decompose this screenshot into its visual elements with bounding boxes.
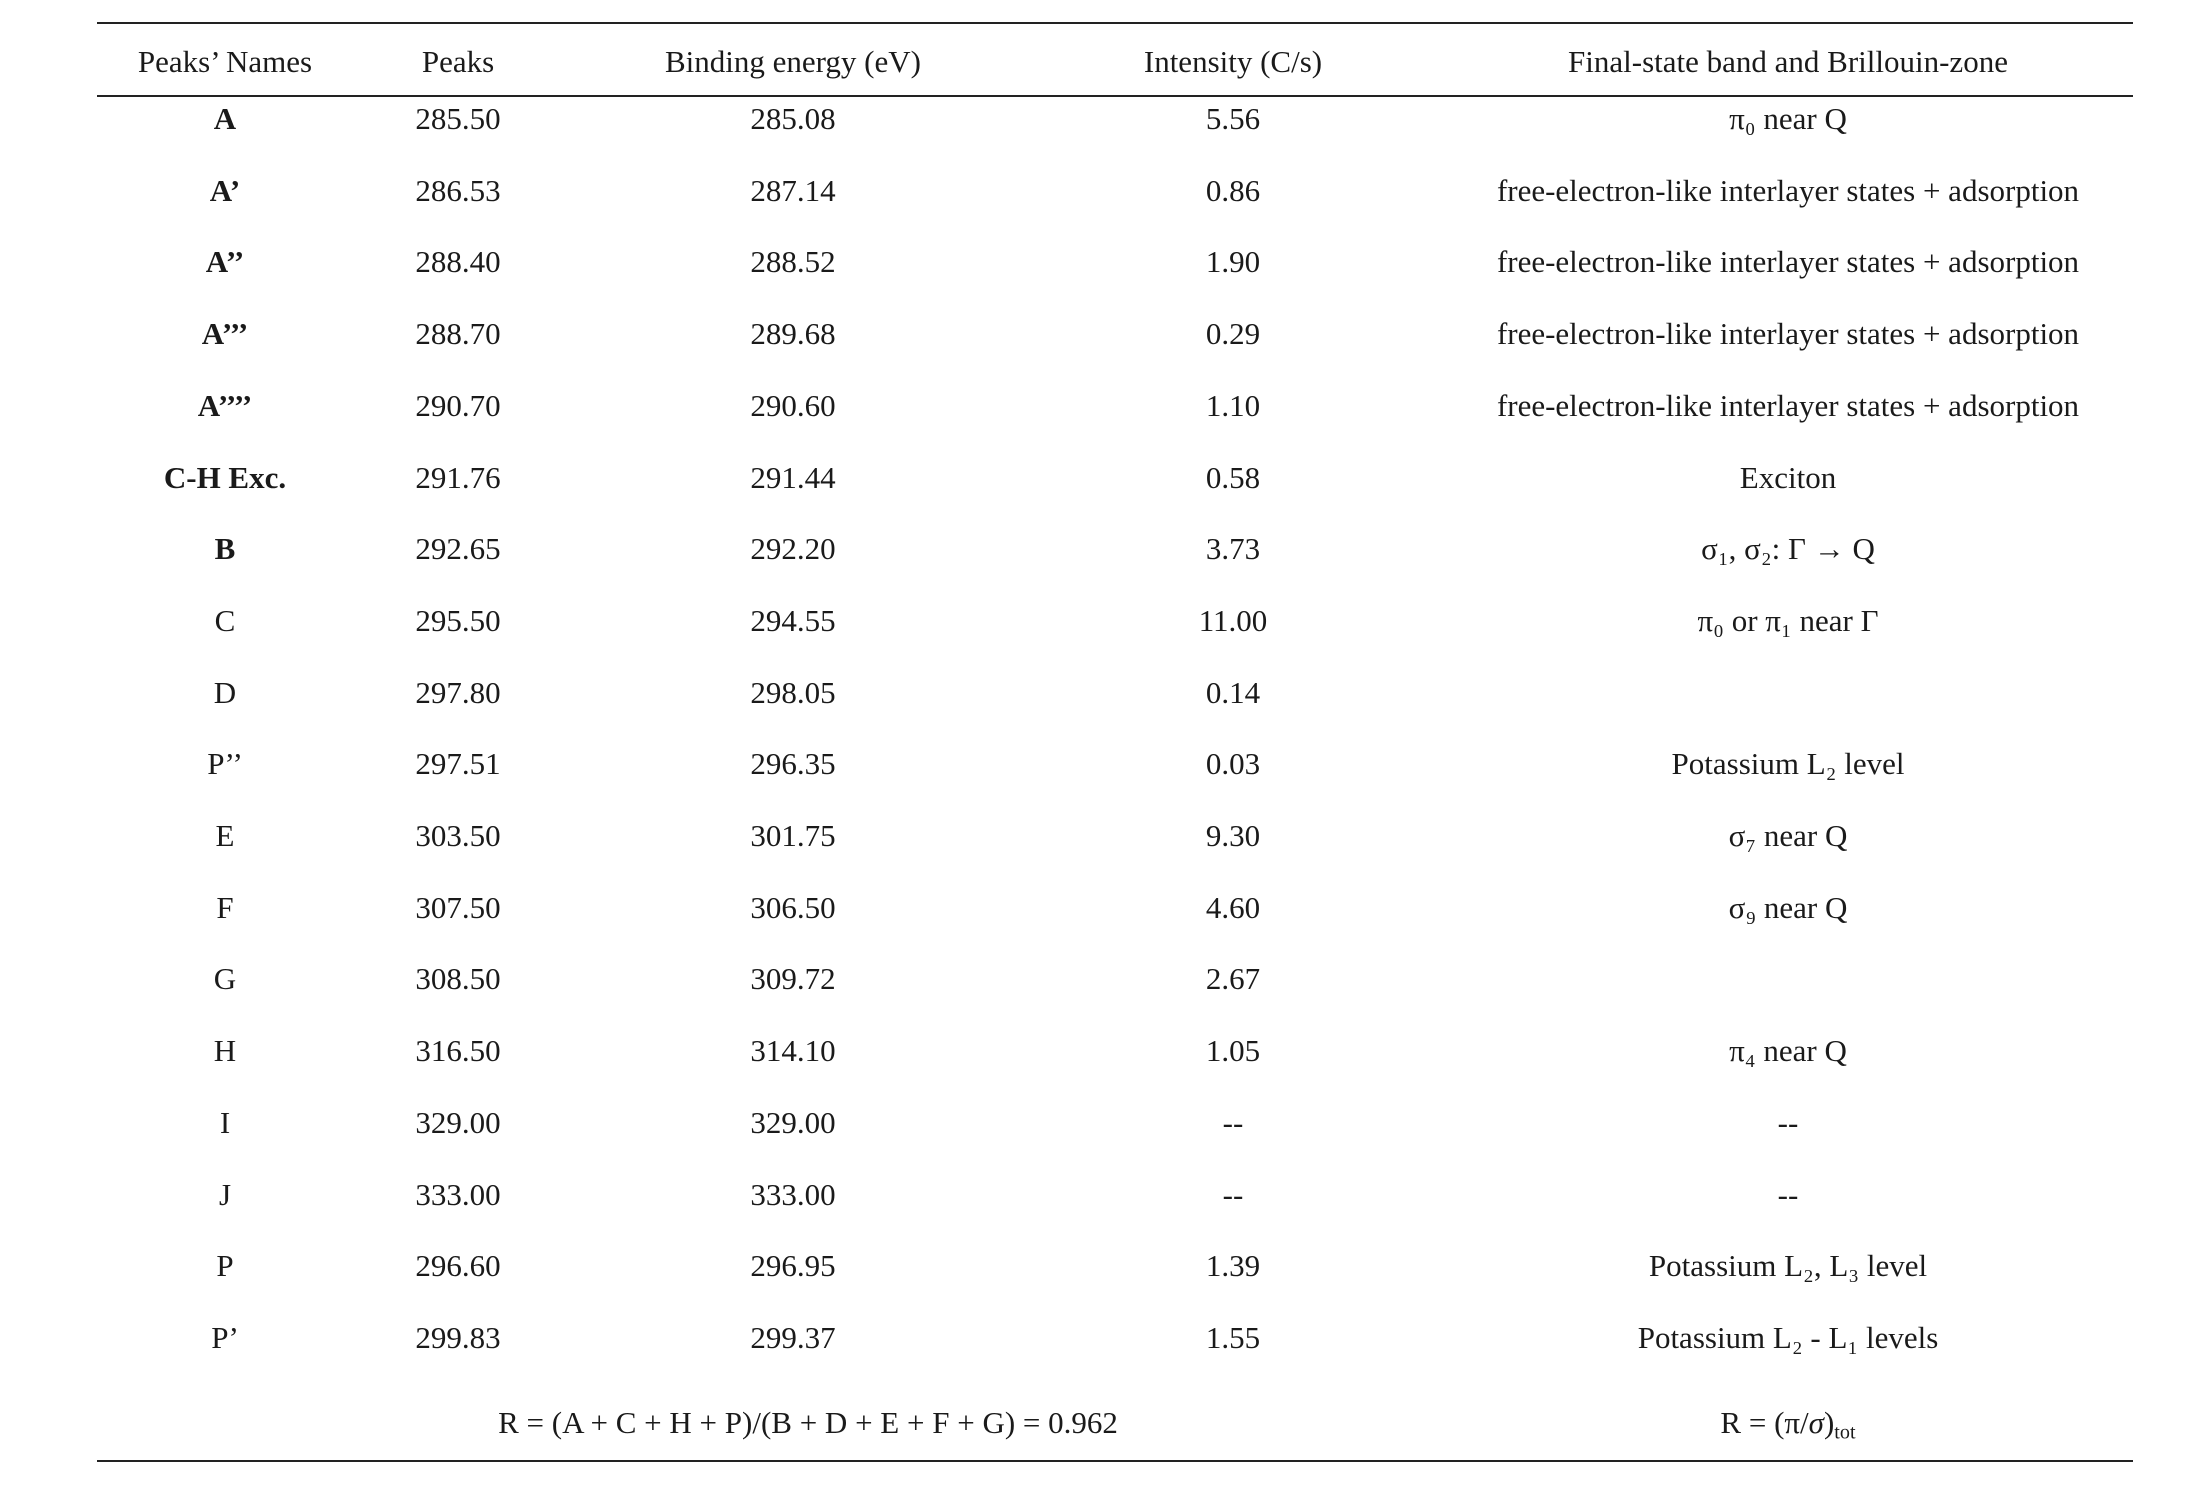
header-intensity: Intensity (C/s) bbox=[1143, 44, 1323, 79]
header-final-state: Final-state band and Brillouin-zone bbox=[1568, 44, 2008, 79]
table-row bbox=[97, 298, 2133, 370]
intensity-cell: 9.30 bbox=[1205, 818, 1261, 853]
table-footer-row bbox=[97, 1387, 2133, 1459]
table-row bbox=[97, 872, 2133, 944]
binding-energy-cell: 306.50 bbox=[750, 889, 836, 925]
intensity-cell: 11.00 bbox=[1198, 602, 1268, 638]
intensity-cell: 1.55 bbox=[1205, 1319, 1261, 1355]
intensity-cell: -- bbox=[1222, 1104, 1244, 1140]
table-row bbox=[97, 800, 2133, 872]
table-row bbox=[97, 1230, 2133, 1302]
peak-name-cell: A bbox=[213, 101, 237, 136]
peak-value-cell: 288.70 bbox=[415, 316, 501, 352]
binding-energy-cell: 314.10 bbox=[750, 1033, 836, 1069]
peak-value-cell: 299.83 bbox=[415, 1319, 501, 1355]
final-state-cell bbox=[1443, 657, 2133, 729]
peak-value-cell: 295.50 bbox=[415, 602, 501, 638]
peak-name-cell: I bbox=[219, 1104, 231, 1140]
intensity-cell: 1.39 bbox=[1205, 1248, 1261, 1284]
final-state-cell: free-electron-like interlayer states + adsorption bbox=[1496, 244, 2080, 280]
intensity-cell: 0.03 bbox=[1205, 746, 1261, 782]
peak-name-cell: F bbox=[216, 889, 234, 925]
intensity-cell: 3.73 bbox=[1205, 531, 1261, 567]
intensity-cell: 0.29 bbox=[1205, 316, 1261, 352]
final-state-cell: σ₁, σ₂: Γ → Q bbox=[1701, 531, 1875, 567]
table-row bbox=[97, 1159, 2133, 1231]
final-state-cell: free-electron-like interlayer states + adsorption bbox=[1496, 316, 2080, 352]
peak-name-cell: C-H Exc. bbox=[163, 459, 287, 495]
final-state-cell: π₄ near Q bbox=[1729, 1033, 1847, 1069]
peak-value-cell: 285.50 bbox=[415, 101, 501, 136]
binding-energy-cell: 292.20 bbox=[750, 531, 836, 567]
intensity-cell: -- bbox=[1222, 1176, 1244, 1212]
peak-value-cell: 286.53 bbox=[415, 172, 501, 208]
table-row bbox=[97, 1302, 2133, 1374]
binding-energy-cell: 301.75 bbox=[750, 818, 836, 853]
table-row bbox=[97, 657, 2133, 729]
binding-energy-cell: 288.52 bbox=[750, 244, 836, 280]
peak-name-cell: P bbox=[216, 1248, 234, 1284]
intensity-cell: 1.10 bbox=[1205, 387, 1261, 423]
peak-value-cell: 291.76 bbox=[415, 459, 501, 495]
peak-name-cell: A’’’ bbox=[201, 316, 249, 352]
binding-energy-cell: 309.72 bbox=[750, 961, 836, 997]
binding-energy-cell: 285.08 bbox=[750, 101, 836, 136]
table-top-rule bbox=[97, 22, 2133, 24]
peak-value-cell: 307.50 bbox=[415, 889, 501, 925]
binding-energy-cell: 289.68 bbox=[750, 316, 836, 352]
peak-value-cell: 297.80 bbox=[415, 674, 501, 710]
table-bottom-rule bbox=[97, 1460, 2133, 1462]
peak-name-cell: A’’’’ bbox=[197, 387, 253, 423]
peak-value-cell: 297.51 bbox=[415, 746, 501, 782]
peak-name-cell: J bbox=[218, 1176, 232, 1212]
binding-energy-cell: 296.35 bbox=[750, 746, 836, 782]
final-state-cell: σ₉ near Q bbox=[1728, 889, 1848, 925]
final-state-cell: Potassium L₂, L₃ level bbox=[1648, 1248, 1928, 1284]
peak-name-cell: E bbox=[215, 818, 235, 853]
peak-value-cell: 288.40 bbox=[415, 244, 501, 280]
final-state-cell: Potassium L₂ level bbox=[1671, 746, 1905, 782]
peak-value-cell: 329.00 bbox=[415, 1104, 501, 1140]
intensity-cell: 0.86 bbox=[1205, 172, 1261, 208]
table-row bbox=[97, 513, 2133, 585]
peak-value-cell: 316.50 bbox=[415, 1033, 501, 1069]
table-row bbox=[97, 943, 2133, 1015]
peak-name-cell: D bbox=[213, 674, 237, 710]
ratio-definition-text: $R = (\pi/\sigma)_{tot}$ bbox=[1720, 1405, 1856, 1444]
header-peaks: Peaks bbox=[421, 44, 495, 79]
peak-value-cell: 296.60 bbox=[415, 1248, 501, 1284]
peak-value-cell: 303.50 bbox=[415, 818, 501, 853]
binding-energy-cell: 287.14 bbox=[750, 172, 836, 208]
binding-energy-cell: 290.60 bbox=[750, 387, 836, 423]
table-row bbox=[97, 1087, 2133, 1159]
peak-name-cell: G bbox=[213, 961, 237, 997]
peak-name-cell: A’ bbox=[209, 172, 241, 208]
binding-energy-cell: 296.95 bbox=[750, 1248, 836, 1284]
final-state-cell: -- bbox=[1777, 1176, 1799, 1212]
intensity-cell: 1.05 bbox=[1205, 1033, 1261, 1069]
final-state-cell bbox=[1443, 943, 2133, 1015]
table-row bbox=[97, 728, 2133, 800]
peak-value-cell: 292.65 bbox=[415, 531, 501, 567]
table-row bbox=[97, 83, 2133, 155]
ratio-definition bbox=[1443, 1387, 2133, 1459]
peak-value-cell: 308.50 bbox=[415, 961, 501, 997]
peak-name-cell: P’’ bbox=[207, 746, 243, 782]
final-state-cell: free-electron-like interlayer states + adsorption bbox=[1496, 387, 2080, 423]
final-state-cell: π₀ or π₁ near Γ bbox=[1697, 602, 1879, 638]
peak-name-cell: B bbox=[214, 531, 236, 567]
intensity-cell: 1.90 bbox=[1205, 244, 1261, 280]
binding-energy-cell: 291.44 bbox=[750, 459, 836, 495]
final-state-cell: π₀ near Q bbox=[1729, 101, 1847, 136]
intensity-cell: 0.14 bbox=[1205, 674, 1261, 710]
intensity-cell: 2.67 bbox=[1205, 961, 1261, 997]
final-state-cell: Potassium L₂ - L₁ levels bbox=[1637, 1319, 1939, 1355]
binding-energy-cell: 333.00 bbox=[750, 1176, 836, 1212]
header-binding-energy: Binding energy (eV) bbox=[665, 44, 921, 79]
final-state-cell: free-electron-like interlayer states + adsorption bbox=[1496, 172, 2080, 208]
intensity-cell: 4.60 bbox=[1205, 889, 1261, 925]
binding-energy-cell: 298.05 bbox=[750, 674, 836, 710]
peak-name-cell: A’’ bbox=[205, 244, 245, 280]
binding-energy-cell: 294.55 bbox=[750, 602, 836, 638]
peak-name-cell: H bbox=[213, 1033, 237, 1069]
peak-name-cell: P’ bbox=[211, 1319, 239, 1355]
final-state-cell: Exciton bbox=[1739, 459, 1837, 495]
peak-value-cell: 290.70 bbox=[415, 387, 501, 423]
header-peaks-names: Peaks’ Names bbox=[137, 44, 313, 79]
final-state-cell: -- bbox=[1777, 1104, 1799, 1140]
table-row bbox=[97, 1015, 2133, 1087]
final-state-cell: σ₇ near Q bbox=[1728, 818, 1848, 853]
intensity-cell: 0.58 bbox=[1205, 459, 1261, 495]
table-row bbox=[97, 370, 2133, 442]
table-row bbox=[97, 155, 2133, 227]
intensity-cell: 5.56 bbox=[1205, 101, 1261, 136]
binding-energy-cell: 329.00 bbox=[750, 1104, 836, 1140]
table-row bbox=[97, 442, 2133, 514]
ratio-formula: R = (A + C + H + P)/(B + D + E + F + G) = 0.962 bbox=[498, 1405, 1118, 1440]
peak-value-cell: 333.00 bbox=[415, 1176, 501, 1212]
table-row bbox=[97, 585, 2133, 657]
peak-name-cell: C bbox=[214, 602, 236, 638]
binding-energy-cell: 299.37 bbox=[750, 1319, 836, 1355]
table-row bbox=[97, 226, 2133, 298]
